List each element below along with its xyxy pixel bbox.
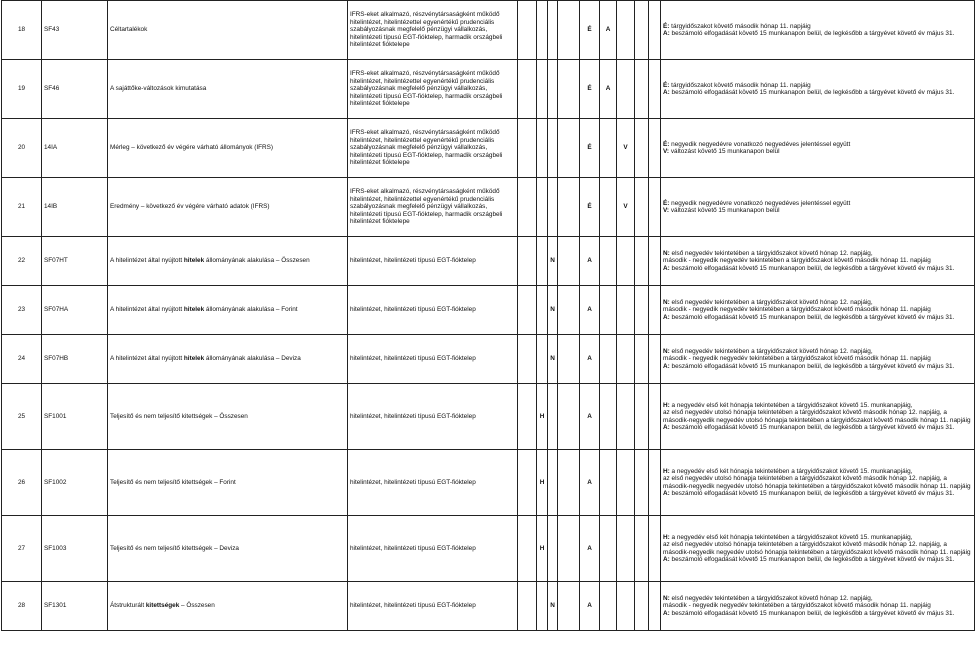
deadline-text: második - negyedik negyedév tekintetében a tárgyidőszakot követő második hónap 11. napjáig — [663, 355, 931, 363]
deadline-key: N: — [663, 298, 670, 306]
deadline-line — [663, 490, 972, 497]
frequency-flag-cell — [617, 60, 635, 119]
deadline-text: a negyedév első két hónapja tekintetében a tárgyidőszakot követő 15. munkanapjáig, — [669, 533, 913, 541]
frequency-flag-cell — [617, 286, 635, 335]
title-text-tail: állományának alakulása – Deviza — [204, 355, 301, 363]
frequency-flag-cell — [548, 178, 558, 237]
deadline-line — [663, 355, 972, 362]
deadline-line — [663, 299, 972, 306]
table-row — [2, 1, 975, 60]
frequency-flag-cell — [558, 237, 580, 286]
deadline-text: beszámoló elfogadását követő 15 munkanapon belül, de legkésőbb a tárgyévet követő év május 31. — [669, 313, 955, 321]
spacer-cell — [649, 178, 661, 237]
frequency-flag-cell: É — [580, 119, 600, 178]
table-row — [2, 237, 975, 286]
frequency-flag-cell: H — [537, 450, 548, 516]
report-title-cell — [108, 286, 348, 335]
deadline-key: V: — [663, 207, 670, 214]
frequency-flag-cell — [635, 178, 649, 237]
report-title-cell — [108, 237, 348, 286]
scope-cell: hitelintézet, hitelintézeti típusú EGT-fióktelep — [348, 582, 518, 631]
title-text: Teljesítő és nem teljesítő kitettségek – Összesen — [110, 412, 248, 420]
spacer-cell — [649, 450, 661, 516]
title-emphasis: hitelek — [183, 355, 205, 363]
deadline-text: az első negyedév utolsó hónapja tekintetében a tárgyidőszakot követő második hónap 12. napjáig, a második-negyedik negyedév utolsó hónapja tekintetében a tárgyidőszakot követő második hónap 11. napjáig — [663, 541, 971, 556]
deadline-text: a negyedév első két hónapja tekintetében a tárgyidőszakot követő 15. munkanapjáig, — [669, 401, 913, 409]
deadline-key: V: — [663, 148, 670, 155]
frequency-flag-cell: É — [580, 60, 600, 119]
frequency-flag-cell — [548, 60, 558, 119]
frequency-flag-cell — [548, 516, 558, 582]
deadline-text: első negyedév tekintetében a tárgyidőszakot követő hónap 12. napjáig, — [669, 249, 873, 257]
frequency-flag-cell — [537, 582, 548, 631]
deadline-key: A: — [663, 489, 670, 497]
frequency-flag-cell — [558, 582, 580, 631]
spacer-cell — [518, 384, 537, 450]
deadline-key: A: — [663, 609, 670, 617]
spacer-cell — [518, 119, 537, 178]
row-number-cell: 19 — [2, 60, 42, 119]
deadline-key: É: — [663, 22, 670, 30]
report-title-cell — [108, 335, 348, 384]
frequency-flag-cell — [558, 60, 580, 119]
report-code-cell: SF07HT — [42, 237, 108, 286]
frequency-flag-cell — [600, 178, 617, 237]
frequency-flag-cell — [558, 286, 580, 335]
report-code-cell: 14IB — [42, 178, 108, 237]
deadline-key: É: — [663, 140, 670, 148]
frequency-flag-cell: N — [548, 335, 558, 384]
spacer-cell — [518, 1, 537, 60]
spacer-cell — [518, 286, 537, 335]
spacer-cell — [649, 335, 661, 384]
frequency-flag-cell — [558, 516, 580, 582]
spacer-cell — [649, 1, 661, 60]
title-text: Mérleg – következő év végére várható állományok (IFRS) — [110, 144, 274, 152]
deadline-text: második - negyedik negyedév tekintetében a tárgyidőszakot követő második hónap 11. napjáig — [663, 257, 931, 265]
deadline-key: A: — [663, 362, 670, 370]
frequency-flag-cell — [537, 1, 548, 60]
deadline-line — [663, 306, 972, 313]
deadline-line — [663, 82, 972, 89]
deadline-key: N: — [663, 347, 670, 355]
table-body — [2, 1, 975, 631]
frequency-flag-cell — [558, 450, 580, 516]
title-text: A hitelintézet által nyújtott — [110, 355, 184, 363]
deadline-text: első negyedév tekintetében a tárgyidőszakot követő hónap 12. napjáig, — [669, 594, 873, 602]
deadline-text: beszámoló elfogadását követő 15 munkanapon belül, de legkésőbb a tárgyévet követő év május 31. — [669, 264, 955, 272]
row-number-cell: 24 — [2, 335, 42, 384]
table-row — [2, 178, 975, 237]
frequency-flag-cell: A — [580, 237, 600, 286]
scope-cell: IFRS-eket alkalmazó, részvénytársaságként működő hitelintézet, hitelintézettel egyenértékű prudenciális szabályozásnak megfelelő pénzügyi vállalkozás, hitelintézeti típusú EGT-fióktelep, harmadik országbeli hitelintézet fióktelepe — [348, 119, 518, 178]
frequency-flag-cell — [617, 335, 635, 384]
frequency-flag-cell — [635, 60, 649, 119]
deadline-key: A: — [663, 555, 670, 563]
frequency-flag-cell — [600, 335, 617, 384]
title-text: Céltartalékok — [110, 26, 148, 34]
deadline-text: beszámoló elfogadását követő 15 munkanapon belül, de legkésőbb a tárgyévet követő év május 31. — [669, 423, 955, 431]
deadline-line — [663, 424, 972, 431]
deadline-text: változást követő 15 munkanapon belül — [669, 207, 780, 214]
deadline-text: beszámoló elfogadását követő 15 munkanapon belül, de legkésőbb a tárgyévet követő év május 31. — [669, 362, 955, 370]
deadline-line — [663, 534, 972, 541]
deadline-cell — [661, 450, 975, 516]
deadline-text: második - negyedik negyedév tekintetében a tárgyidőszakot követő második hónap 11. napjáig — [663, 306, 931, 314]
deadline-text: tárgyidőszakot követő második hónap 11. napjáig — [669, 22, 811, 30]
spacer-cell — [518, 237, 537, 286]
spacer-cell — [649, 384, 661, 450]
frequency-flag-cell: V — [617, 178, 635, 237]
scope-cell: hitelintézet, hitelintézeti típusú EGT-fióktelep — [348, 237, 518, 286]
frequency-flag-cell — [635, 119, 649, 178]
deadline-cell — [661, 1, 975, 60]
frequency-flag-cell — [600, 119, 617, 178]
row-number-cell: 22 — [2, 237, 42, 286]
frequency-flag-cell: A — [580, 335, 600, 384]
deadline-line — [663, 23, 972, 30]
frequency-flag-cell — [635, 384, 649, 450]
spacer-cell — [518, 516, 537, 582]
deadline-line — [663, 595, 972, 602]
frequency-flag-cell: A — [580, 450, 600, 516]
deadline-line — [663, 468, 972, 475]
report-code-cell: SF07HA — [42, 286, 108, 335]
deadline-key: H: — [663, 401, 670, 409]
scope-cell: hitelintézet, hitelintézeti típusú EGT-fióktelep — [348, 335, 518, 384]
frequency-flag-cell — [548, 1, 558, 60]
deadline-cell — [661, 178, 975, 237]
deadline-text: az első negyedév utolsó hónapja tekintetében a tárgyidőszakot követő második hónap 12. napjáig, a második-negyedik negyedév utolsó hónapja tekintetében a tárgyidőszakot követő második hónap 11. napjáig — [663, 409, 971, 424]
deadline-text: beszámoló elfogadását követő 15 munkanapon belül, de legkésőbb a tárgyévet követő év május 31. — [669, 30, 955, 37]
deadline-text: első negyedév tekintetében a tárgyidőszakot követő hónap 12. napjáig, — [669, 347, 873, 355]
report-code-cell: SF1001 — [42, 384, 108, 450]
frequency-flag-cell — [600, 516, 617, 582]
deadline-text: beszámoló elfogadását követő 15 munkanapon belül, de legkésőbb a tárgyévet követő év május 31. — [669, 555, 955, 563]
deadline-key: A: — [663, 30, 670, 37]
frequency-flag-cell — [600, 450, 617, 516]
table-row — [2, 119, 975, 178]
title-text: Eredmény – következő év végére várható adatok (IFRS) — [110, 203, 270, 211]
row-number-cell: 27 — [2, 516, 42, 582]
report-title-cell — [108, 60, 348, 119]
spacer-cell — [649, 60, 661, 119]
deadline-cell — [661, 582, 975, 631]
report-table — [1, 0, 975, 631]
frequency-flag-cell — [548, 450, 558, 516]
report-code-cell: 14IA — [42, 119, 108, 178]
report-code-cell: SF1002 — [42, 450, 108, 516]
frequency-flag-cell — [617, 237, 635, 286]
deadline-key: N: — [663, 249, 670, 257]
spacer-cell — [649, 516, 661, 582]
frequency-flag-cell: H — [537, 384, 548, 450]
frequency-flag-cell — [617, 582, 635, 631]
frequency-flag-cell — [635, 582, 649, 631]
report-code-cell: SF1301 — [42, 582, 108, 631]
report-code-cell: SF46 — [42, 60, 108, 119]
scope-cell: hitelintézet, hitelintézeti típusú EGT-fióktelep — [348, 450, 518, 516]
deadline-line — [663, 265, 972, 272]
frequency-flag-cell — [635, 516, 649, 582]
spacer-cell — [518, 178, 537, 237]
deadline-line — [663, 200, 972, 207]
deadline-line — [663, 314, 972, 321]
frequency-flag-cell — [537, 237, 548, 286]
deadline-line — [663, 602, 972, 609]
deadline-key: A: — [663, 89, 670, 96]
spacer-cell — [649, 119, 661, 178]
frequency-flag-cell: A — [600, 60, 617, 119]
deadline-line — [663, 409, 972, 424]
report-title-cell — [108, 384, 348, 450]
frequency-flag-cell — [558, 119, 580, 178]
title-text-tail: – Összesen — [179, 602, 215, 610]
deadline-line — [663, 250, 972, 257]
row-number-cell: 25 — [2, 384, 42, 450]
deadline-line — [663, 610, 972, 617]
frequency-flag-cell — [617, 516, 635, 582]
frequency-flag-cell: É — [580, 178, 600, 237]
table-row — [2, 384, 975, 450]
deadline-line — [663, 556, 972, 563]
report-title-cell — [108, 582, 348, 631]
deadline-cell — [661, 60, 975, 119]
frequency-flag-cell — [558, 1, 580, 60]
table-row — [2, 516, 975, 582]
frequency-flag-cell: H — [537, 516, 548, 582]
deadline-cell — [661, 335, 975, 384]
deadline-cell — [661, 119, 975, 178]
frequency-flag-cell: N — [548, 582, 558, 631]
report-title-cell — [108, 450, 348, 516]
report-title-cell — [108, 516, 348, 582]
table-row — [2, 450, 975, 516]
frequency-flag-cell — [600, 286, 617, 335]
frequency-flag-cell: N — [548, 286, 558, 335]
report-code-cell: SF07HB — [42, 335, 108, 384]
deadline-text: beszámoló elfogadását követő 15 munkanapon belül, de legkésőbb a tárgyévet követő év május 31. — [669, 489, 955, 497]
frequency-flag-cell — [617, 1, 635, 60]
spacer-cell — [649, 286, 661, 335]
deadline-line — [663, 148, 972, 155]
deadline-text: a negyedév első két hónapja tekintetében a tárgyidőszakot követő 15. munkanapjáig, — [669, 467, 913, 475]
deadline-text: negyedik negyedévre vonatkozó negyedéves jelentéssel együtt — [669, 199, 851, 207]
deadline-cell — [661, 286, 975, 335]
deadline-key: A: — [663, 264, 670, 272]
frequency-flag-cell — [617, 450, 635, 516]
deadline-key: A: — [663, 423, 670, 431]
deadline-key: H: — [663, 467, 670, 475]
frequency-flag-cell — [537, 178, 548, 237]
deadline-text: negyedik negyedévre vonatkozó negyedéves jelentéssel együtt — [669, 140, 851, 148]
deadline-line — [663, 402, 972, 409]
table-row — [2, 60, 975, 119]
deadline-key: H: — [663, 533, 670, 541]
report-title-cell — [108, 1, 348, 60]
spacer-cell — [649, 237, 661, 286]
frequency-flag-cell — [635, 450, 649, 516]
frequency-flag-cell — [600, 582, 617, 631]
spacer-cell — [518, 582, 537, 631]
deadline-line — [663, 141, 972, 148]
title-text-tail: állományának alakulása – Forint — [204, 306, 298, 314]
frequency-flag-cell: A — [580, 516, 600, 582]
row-number-cell: 26 — [2, 450, 42, 516]
frequency-flag-cell: É — [580, 1, 600, 60]
scope-cell: hitelintézet, hitelintézeti típusú EGT-fióktelep — [348, 384, 518, 450]
row-number-cell: 23 — [2, 286, 42, 335]
title-text: Teljesítő és nem teljesítő kitettségek – Deviza — [110, 544, 239, 552]
deadline-text: az első negyedév utolsó hónapja tekintetében a tárgyidőszakot követő második hónap 12. napjáig, a második-negyedik negyedév utolsó hónapja tekintetében a tárgyidőszakot követő második hónap 11. napjáig — [663, 475, 971, 490]
row-number-cell: 28 — [2, 582, 42, 631]
deadline-key: É: — [663, 81, 670, 89]
spacer-cell — [649, 582, 661, 631]
report-code-cell: SF1003 — [42, 516, 108, 582]
frequency-flag-cell: A — [580, 286, 600, 335]
deadline-line — [663, 257, 972, 264]
spacer-cell — [518, 335, 537, 384]
deadline-text: tárgyidőszakot követő második hónap 11. napjáig — [669, 81, 811, 89]
deadline-line — [663, 541, 972, 556]
frequency-flag-cell — [548, 384, 558, 450]
deadline-text: változást követő 15 munkanapon belül — [669, 148, 780, 155]
frequency-flag-cell — [537, 60, 548, 119]
frequency-flag-cell — [558, 384, 580, 450]
frequency-flag-cell — [600, 384, 617, 450]
frequency-flag-cell — [558, 178, 580, 237]
deadline-line — [663, 475, 972, 490]
deadline-key: A: — [663, 313, 670, 321]
table-row — [2, 582, 975, 631]
frequency-flag-cell — [635, 237, 649, 286]
report-code-cell: SF43 — [42, 1, 108, 60]
title-text-tail: állományának alakulása – Összesen — [204, 257, 310, 265]
frequency-flag-cell: A — [580, 384, 600, 450]
spacer-cell — [518, 60, 537, 119]
frequency-flag-cell: N — [548, 237, 558, 286]
title-text: A hitelintézet által nyújtott — [110, 257, 184, 265]
deadline-text: beszámoló elfogadását követő 15 munkanapon belül, de legkésőbb a tárgyévet követő év május 31. — [669, 609, 955, 617]
deadline-cell — [661, 237, 975, 286]
scope-cell: IFRS-eket alkalmazó, részvénytársaságként működő hitelintézet, hitelintézettel egyenértékű prudenciális szabályozásnak megfelelő pénzügyi vállalkozás, hitelintézeti típusú EGT-fióktelep, harmadik országbeli hitelintézet fióktelepe — [348, 60, 518, 119]
deadline-text: első negyedév tekintetében a tárgyidőszakot követő hónap 12. napjáig, — [669, 298, 873, 306]
deadline-key: N: — [663, 594, 670, 602]
row-number-cell: 20 — [2, 119, 42, 178]
deadline-line — [663, 207, 972, 214]
frequency-flag-cell — [600, 237, 617, 286]
title-emphasis: kitettségek — [145, 602, 180, 610]
frequency-flag-cell — [635, 286, 649, 335]
frequency-flag-cell: A — [580, 582, 600, 631]
deadline-text: beszámoló elfogadását követő 15 munkanapon belül, de legkésőbb a tárgyévet követő év május 31. — [669, 89, 955, 96]
deadline-cell — [661, 384, 975, 450]
title-text: Átstrukturált — [110, 602, 146, 610]
title-text: A hitelintézet által nyújtott — [110, 306, 184, 314]
title-emphasis: hitelek — [183, 257, 205, 265]
scope-cell: hitelintézet, hitelintézeti típusú EGT-fióktelep — [348, 286, 518, 335]
title-text: Teljesítő és nem teljesítő kitettségek – Forint — [110, 478, 236, 486]
report-title-cell — [108, 178, 348, 237]
deadline-cell — [661, 516, 975, 582]
row-number-cell: 21 — [2, 178, 42, 237]
scope-cell: IFRS-eket alkalmazó, részvénytársaságként működő hitelintézet, hitelintézettel egyenértékű prudenciális szabályozásnak megfelelő pénzügyi vállalkozás, hitelintézeti típusú EGT-fióktelep, harmadik országbeli hitelintézet fióktelepe — [348, 178, 518, 237]
spacer-cell — [518, 450, 537, 516]
deadline-line — [663, 363, 972, 370]
deadline-text: második - negyedik negyedév tekintetében a tárgyidőszakot követő második hónap 11. napjáig — [663, 602, 931, 610]
table-row — [2, 335, 975, 384]
table-row — [2, 286, 975, 335]
deadline-line — [663, 348, 972, 355]
row-number-cell: 18 — [2, 1, 42, 60]
deadline-key: É: — [663, 199, 670, 207]
frequency-flag-cell — [537, 335, 548, 384]
scope-cell: IFRS-eket alkalmazó, részvénytársaságként működő hitelintézet, hitelintézettel egyenértékű prudenciális szabályozásnak megfelelő pénzügyi vállalkozás, hitelintézeti típusú EGT-fióktelep, harmadik országbeli hitelintézet fióktelepe — [348, 1, 518, 60]
deadline-line — [663, 30, 972, 37]
frequency-flag-cell — [617, 384, 635, 450]
frequency-flag-cell — [537, 119, 548, 178]
frequency-flag-cell: A — [600, 1, 617, 60]
title-emphasis: hitelek — [183, 306, 205, 314]
report-title-cell — [108, 119, 348, 178]
frequency-flag-cell — [635, 335, 649, 384]
frequency-flag-cell: V — [617, 119, 635, 178]
frequency-flag-cell — [537, 286, 548, 335]
frequency-flag-cell — [635, 1, 649, 60]
title-text: A sajáttőke-változások kimutatása — [110, 85, 207, 93]
frequency-flag-cell — [558, 335, 580, 384]
deadline-line — [663, 89, 972, 96]
frequency-flag-cell — [548, 119, 558, 178]
scope-cell: hitelintézet, hitelintézeti típusú EGT-fióktelep — [348, 516, 518, 582]
